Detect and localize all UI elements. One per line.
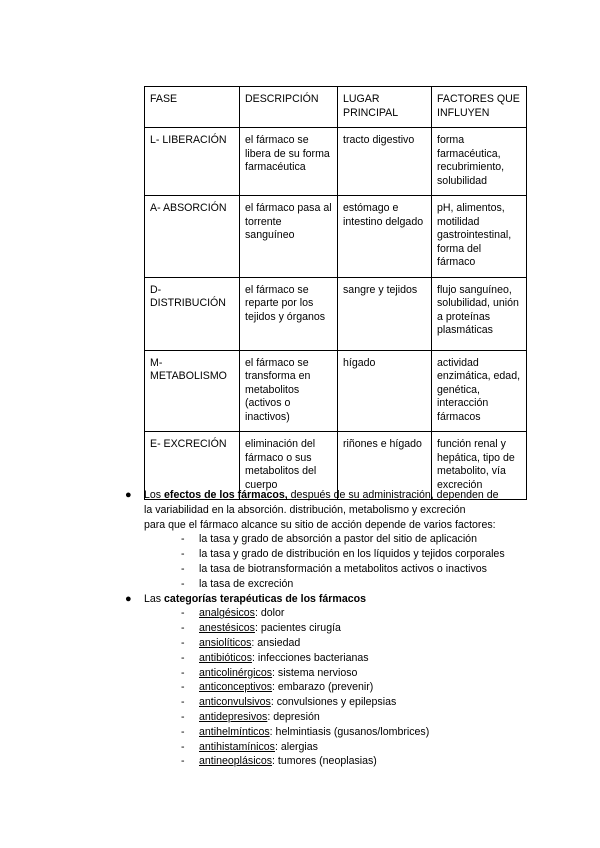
category-term: anticonvulsivos xyxy=(199,696,271,709)
dash-icon: - xyxy=(181,740,185,753)
header-cell: FASE xyxy=(145,87,240,128)
table-cell: el fármaco pasa al torrente sanguíneo xyxy=(240,196,338,278)
list-item xyxy=(144,710,525,725)
category-term: anestésicos xyxy=(199,622,255,635)
table-cell: el fármaco se reparte por los tejidos y órganos xyxy=(240,277,338,350)
table-cell: A- ABSORCIÓN xyxy=(145,196,240,278)
dash-icon: - xyxy=(181,710,185,723)
table-row xyxy=(145,196,527,278)
dash-icon: - xyxy=(181,533,185,546)
categorias-bullet xyxy=(125,592,525,770)
category-term: analgésicos xyxy=(199,607,255,620)
category-desc: : ansiedad xyxy=(251,636,301,649)
dash-icon: - xyxy=(181,725,185,738)
table-cell: L- LIBERACIÓN xyxy=(145,128,240,196)
category-term: antineoplásicos xyxy=(199,755,273,768)
table-cell: flujo sanguíneo, solubilidad, unión a proteínas plasmáticas xyxy=(432,277,527,350)
header-cell: FACTORES QUE INFLUYEN xyxy=(432,87,527,128)
dash-icon: - xyxy=(181,548,185,561)
category-desc: : sistema nervioso xyxy=(272,666,358,679)
table-row xyxy=(145,277,527,350)
categorias-title: categorías terapéuticas de los fármacos xyxy=(164,592,366,605)
categorias-prefix: Las xyxy=(144,592,165,605)
list-item xyxy=(144,562,525,577)
factor-text: la tasa de biotransformación a metabolitos activos o inactivos xyxy=(199,562,487,575)
factor-text: la tasa y grado de distribución en los líquidos y tejidos corporales xyxy=(199,548,505,561)
bullet-icon: ● xyxy=(125,592,132,605)
pharmacokinetics-table xyxy=(144,86,527,500)
category-term: anticolinérgicos xyxy=(199,666,273,679)
list-item xyxy=(144,740,525,755)
table-cell: eliminación del fármaco o sus metabolitos del cuerpo xyxy=(240,432,338,500)
list-item xyxy=(144,532,525,547)
dash-icon: - xyxy=(181,622,185,635)
list-item xyxy=(144,636,525,651)
efectos-bullet xyxy=(125,488,525,592)
list-item xyxy=(144,621,525,636)
header-cell: DESCRIPCIÓN xyxy=(240,87,338,128)
category-term: antihelmínticos xyxy=(199,725,270,738)
category-desc: : convulsiones y epilepsias xyxy=(270,696,397,709)
factor-text: la tasa y grado de absorción a pastor del sitio de aplicación xyxy=(199,533,477,546)
notes-section xyxy=(125,488,525,769)
category-desc: : embarazo (prevenir) xyxy=(272,681,374,694)
category-desc: : tumores (neoplasias) xyxy=(272,755,377,768)
efectos-line-3: para que el fármaco alcance su sitio de acción depende de varios factores: xyxy=(144,518,496,531)
dash-icon: - xyxy=(181,651,185,664)
category-desc: : helmintiasis (gusanos/lombrices) xyxy=(269,725,430,738)
table-row xyxy=(145,128,527,196)
dash-icon: - xyxy=(181,607,185,620)
list-item xyxy=(144,754,525,769)
table-cell: el fármaco se libera de su forma farmacéutica xyxy=(240,128,338,196)
table-cell: M- METABOLISMO xyxy=(145,350,240,432)
list-item xyxy=(144,577,525,592)
category-term: ansiolíticos xyxy=(199,636,252,649)
list-item xyxy=(144,651,525,666)
dash-icon: - xyxy=(181,636,185,649)
table-row xyxy=(145,350,527,432)
dash-icon: - xyxy=(181,755,185,768)
efectos-title: efectos de los fármacos, xyxy=(164,489,288,501)
efectos-prefix: Los xyxy=(144,489,165,501)
table-header-row xyxy=(145,87,527,128)
categorias-list xyxy=(144,606,525,769)
table-cell: estómago e intestino delgado xyxy=(338,196,432,278)
header-cell: LUGAR PRINCIPAL xyxy=(338,87,432,128)
bullet-icon: ● xyxy=(125,489,132,501)
category-term: antibióticos xyxy=(199,651,252,664)
list-item xyxy=(144,725,525,740)
dash-icon: - xyxy=(181,562,185,575)
table-cell: sangre y tejidos xyxy=(338,277,432,350)
category-term: anticonceptivos xyxy=(199,681,273,694)
categorias-line xyxy=(144,592,525,607)
efectos-line-1 xyxy=(144,488,525,503)
table-cell: hígado xyxy=(338,350,432,432)
category-desc: : depresión xyxy=(267,710,320,723)
category-desc: : pacientes cirugía xyxy=(254,622,341,635)
table-cell: el fármaco se transforma en metabolitos (activos o inactivos) xyxy=(240,350,338,432)
efectos-factor-list xyxy=(144,532,525,591)
table-cell: forma farmacéutica, recubrimiento, solubilidad xyxy=(432,128,527,196)
efectos-line-1-rest: después de su administración, dependen de xyxy=(287,489,499,501)
list-item xyxy=(144,695,525,710)
dash-icon: - xyxy=(181,666,185,679)
table-cell: actividad enzimática, edad, genética, interacción fármacos xyxy=(432,350,527,432)
table-cell: E- EXCRECIÓN xyxy=(145,432,240,500)
dash-icon: - xyxy=(181,681,185,694)
dash-icon: - xyxy=(181,696,185,709)
list-item xyxy=(144,680,525,695)
list-item xyxy=(144,606,525,621)
table-cell: D- DISTRIBUCIÓN xyxy=(145,277,240,350)
category-term: antidepresivos xyxy=(199,710,268,723)
category-term: antihistamínicos xyxy=(199,740,275,753)
factor-text: la tasa de excreción xyxy=(199,577,294,590)
list-item xyxy=(144,547,525,562)
table-cell: pH, alimentos, motilidad gastrointestinal, forma del fármaco xyxy=(432,196,527,278)
category-desc: : dolor xyxy=(254,607,285,620)
list-item xyxy=(144,666,525,681)
category-desc: : infecciones bacterianas xyxy=(252,651,369,664)
category-desc: : alergias xyxy=(274,740,318,753)
dash-icon: - xyxy=(181,577,185,590)
table-cell: tracto digestivo xyxy=(338,128,432,196)
efectos-line-2: la variabilidad en la absorción. distribución, metabolismo y excreción xyxy=(144,503,466,516)
table-cell: riñones e hígado xyxy=(338,432,432,500)
table-cell: función renal y hepática, tipo de metabolito, vía excreción xyxy=(432,432,527,500)
